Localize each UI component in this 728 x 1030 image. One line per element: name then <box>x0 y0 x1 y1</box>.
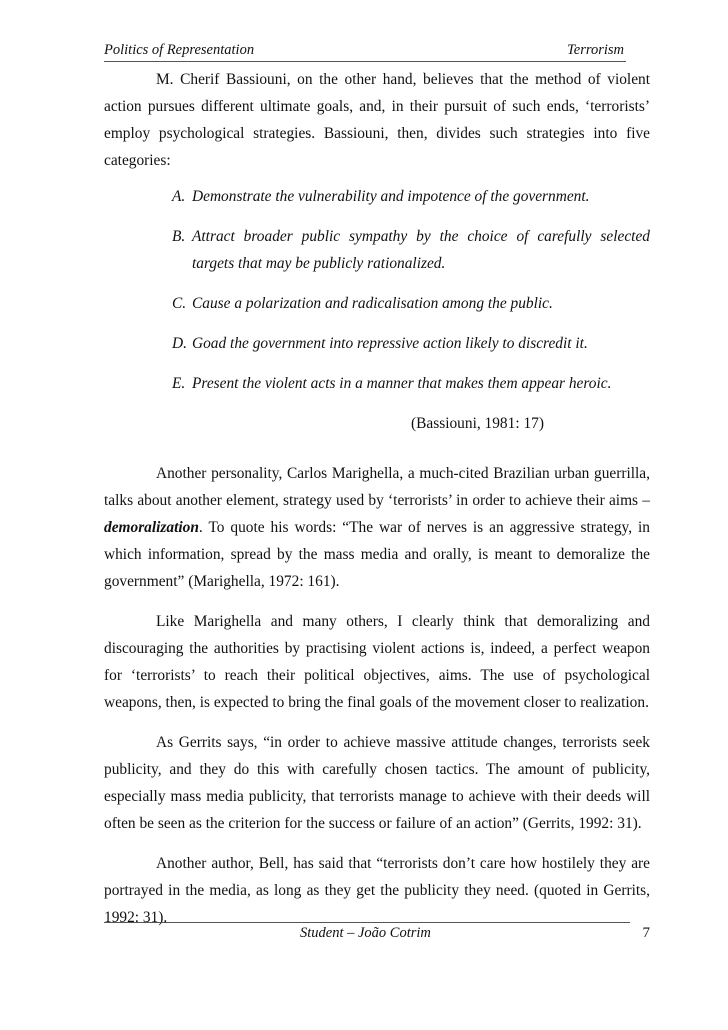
paragraph-marighella <box>104 460 650 595</box>
header-divider <box>104 61 626 62</box>
list-item-text: Demonstrate the vulnerability and impotence of the government. <box>192 188 590 205</box>
header-title: Politics of Representation <box>104 42 255 58</box>
list-item-text: Attract broader public sympathy by the choice of carefully selected targets that may be publicly rationalized. <box>192 228 650 272</box>
footer-author: Student – João Cotrim <box>300 925 431 941</box>
list-item <box>104 290 650 317</box>
page-number: 7 <box>642 925 650 941</box>
paragraph-text: . To quote his words: “The war of nerves is an aggressive strategy, in which information, spread by the mass media and orally, is meant to demoralize the government” (Marighella, 1972: 161). <box>104 519 650 590</box>
list-item <box>104 370 650 397</box>
list-letter: E. <box>172 375 186 392</box>
citation: (Bassiouni, 1981: 17) <box>411 415 544 432</box>
list-item <box>104 223 650 277</box>
list-item <box>104 330 650 357</box>
list-letter: D. <box>172 335 187 352</box>
list-item <box>104 183 650 210</box>
list-item-text: Goad the government into repressive action likely to discredit it. <box>192 335 588 352</box>
list-item-text: Present the violent acts in a manner that makes them appear heroic. <box>192 375 612 392</box>
list-letter: C. <box>172 295 187 312</box>
paragraph-bassiouni: M. Cherif Bassiouni, on the other hand, believes that the method of violent action pursues different ultimate goals, and, in their pursuit of such ends, ‘terrorists’ employ psychological strategies. Bassiouni, then, divides such strategies into five categories: <box>104 71 650 169</box>
paragraph-gerrits: As Gerrits says, “in order to achieve massive attitude changes, terrorists seek publicity, and they do this with carefully chosen tactics. The amount of publicity, especially mass media publicity, that terrorists manage to achieve with their deeds will often be seen as the criterion for the success or failure of an action” (Gerrits, 1992: 31). <box>104 734 650 832</box>
running-footer <box>104 925 650 947</box>
paragraph-demoralizing: Like Marighella and many others, I clearly think that demoralizing and discouraging the authorities by practising violent actions is, indeed, a perfect weapon for ‘terrorists’ to reach their political objectives, aims. The use of psychological weapons, then, is expected to bring the final goals of the movement closer to realization. <box>104 613 650 711</box>
strategy-list <box>104 183 650 397</box>
header-section: Terrorism <box>567 42 624 58</box>
running-header <box>104 42 624 62</box>
document-body <box>104 66 650 944</box>
footer-divider <box>104 922 630 923</box>
emphasized-term: demoralization <box>104 519 199 536</box>
list-letter: A. <box>172 188 186 205</box>
paragraph-bell: Another author, Bell, has said that “terrorists don’t care how hostilely they are portrayed in the media, as long as they get the publicity they need. (quoted in Gerrits, 1992: 31). <box>104 855 650 926</box>
list-item-text: Cause a polarization and radicalisation among the public. <box>192 295 553 312</box>
list-letter: B. <box>172 228 186 245</box>
paragraph-text: Another personality, Carlos Marighella, a much-cited Brazilian urban guerrilla, talks about another element, strategy used by ‘terrorists’ in order to achieve their aims – <box>104 465 650 509</box>
